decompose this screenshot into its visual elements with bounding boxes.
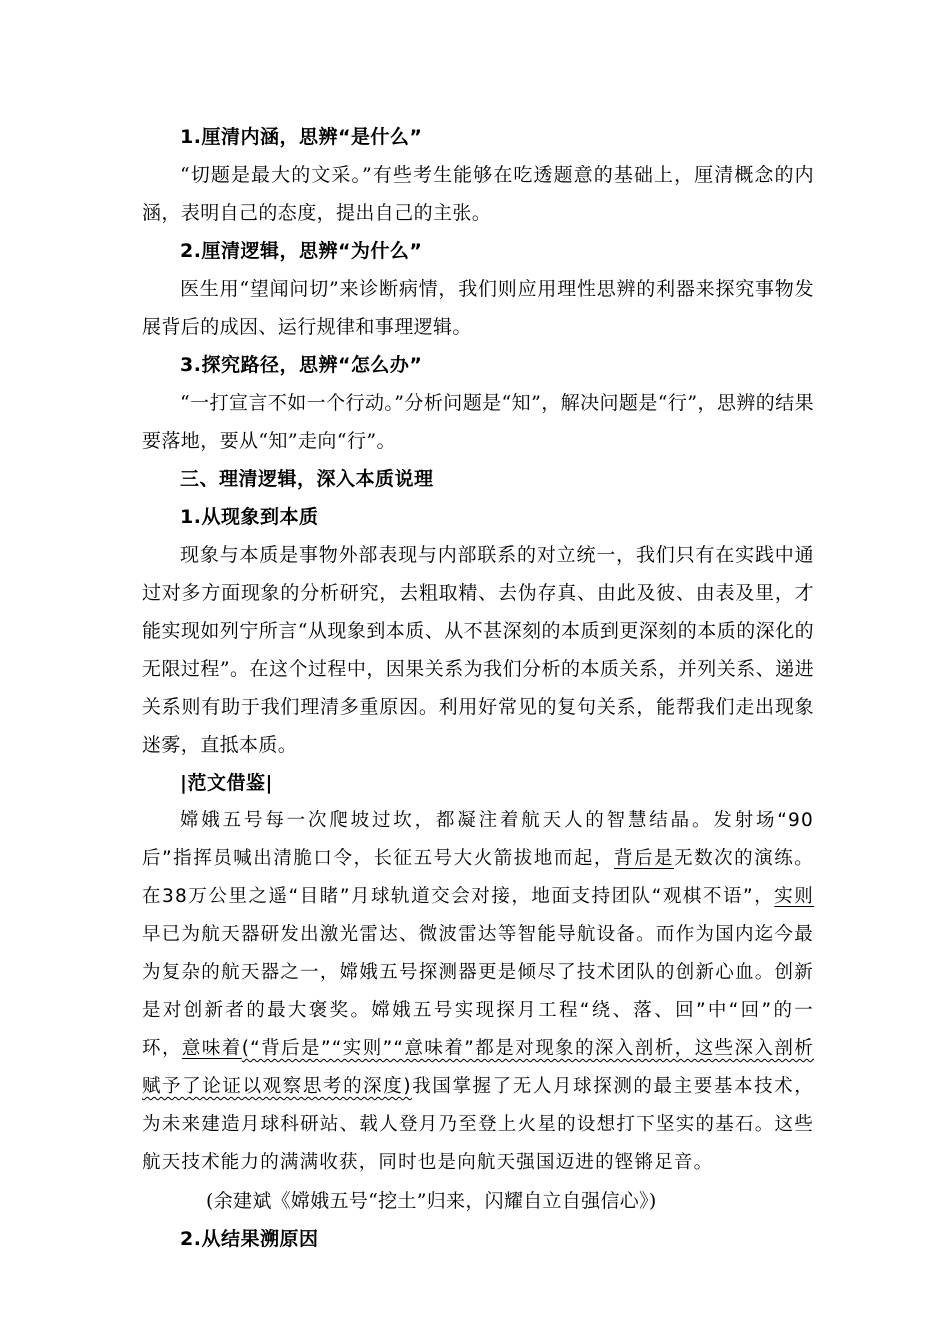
heading-clarify-logic: 2.厘清逻辑，思辨“为什么” (180, 240, 423, 262)
sample-text-3: 早已为航天器研发出激光雷达、微波雷达等智能导航设备。而作为国内迄今最为复杂的航天器之一，嫦娥五号探测器更是倾尽了技术团队的创新心血。创新是对创新者的最大褒奖。嫦娥五号实现探月工程“绕、落、回”中“回”的一环， (142, 924, 814, 1059)
sample-text-4: 我国掌握了无人月球探测的最主要基本技术，为未来建造月球科研站、载人登月乃至登上火星的设想打下坚实的基石。这些航天技术能力的满满收获，同时也是向航天强国迈进的铿锵足音。 (142, 1076, 814, 1173)
sample-essay-label: |范文借鉴| (180, 772, 273, 794)
heading-clarify-connotation: 1.厘清内涵，思辨“是什么” (180, 126, 423, 148)
source-citation: (余建斌《嫦娥五号“挖土”归来，闪耀自立自强信心》) (206, 1190, 657, 1212)
underlined-phrase-behind: 背后是 (613, 848, 675, 869)
document-body (142, 118, 814, 1258)
sample-essay-paragraph (142, 802, 814, 1182)
sample-text-1: 嫦娥五号每一次爬坡过坎，都凝注着航天人的智慧结晶。发射场“90后”指挥员喊出清脆口令，长征五号大火箭拔地而起， (142, 810, 814, 869)
section-title-logic-essence: 三、理清逻辑，深入本质说理 (180, 468, 434, 490)
underlined-phrase-actually: 实则 (774, 886, 815, 907)
heading-result-to-cause: 2.从结果溯原因 (180, 1228, 319, 1250)
heading-phenomenon-to-essence: 1.从现象到本质 (180, 506, 319, 528)
paragraph-phenomenon-essence: 现象与本质是事物外部表现与内部联系的对立统一，我们只有在实践中通过对多方面现象的分析研究，去粗取精、去伪存真、由此及彼、由表及里，才能实现如列宁所言“从现象到本质、从不甚深刻的本质到更深刻的本质的深化的无限过程”。在这个过程中，因果关系为我们分析的本质关系，并列关系、递进关系则有助于我们理清多重原因。利用好常见的复句关系，能帮我们走出现象迷雾，直抵本质。 (142, 544, 814, 756)
heading-explore-path: 3.探究路径，思辨“怎么办” (180, 354, 423, 376)
annotation-note: (“背后是”“实则”“意味着”都是对现象的深入剖析，这些深入剖析赋予了论证以观察思考的深度) (142, 1038, 814, 1097)
paragraph-path: “一打宣言不如一个行动。”分析问题是“知”，解决问题是“行”，思辨的结果要落地，要从“知”走向“行”。 (142, 392, 814, 452)
paragraph-connotation: “切题是最大的文采。”有些考生能够在吃透题意的基础上，厘清概念的内涵，表明自己的态度，提出自己的主张。 (142, 164, 814, 224)
underlined-phrase-means: 意味着 (181, 1038, 242, 1059)
sample-text-2: 无数次的演练。在38万公里之遥“目睹”月球轨道交会对接，地面支持团队“观棋不语”， (142, 848, 814, 907)
paragraph-logic: 医生用“望闻问切”来诊断病情，我们则应用理性思辨的利器来探究事物发展背后的成因、运行规律和事理逻辑。 (142, 278, 814, 338)
